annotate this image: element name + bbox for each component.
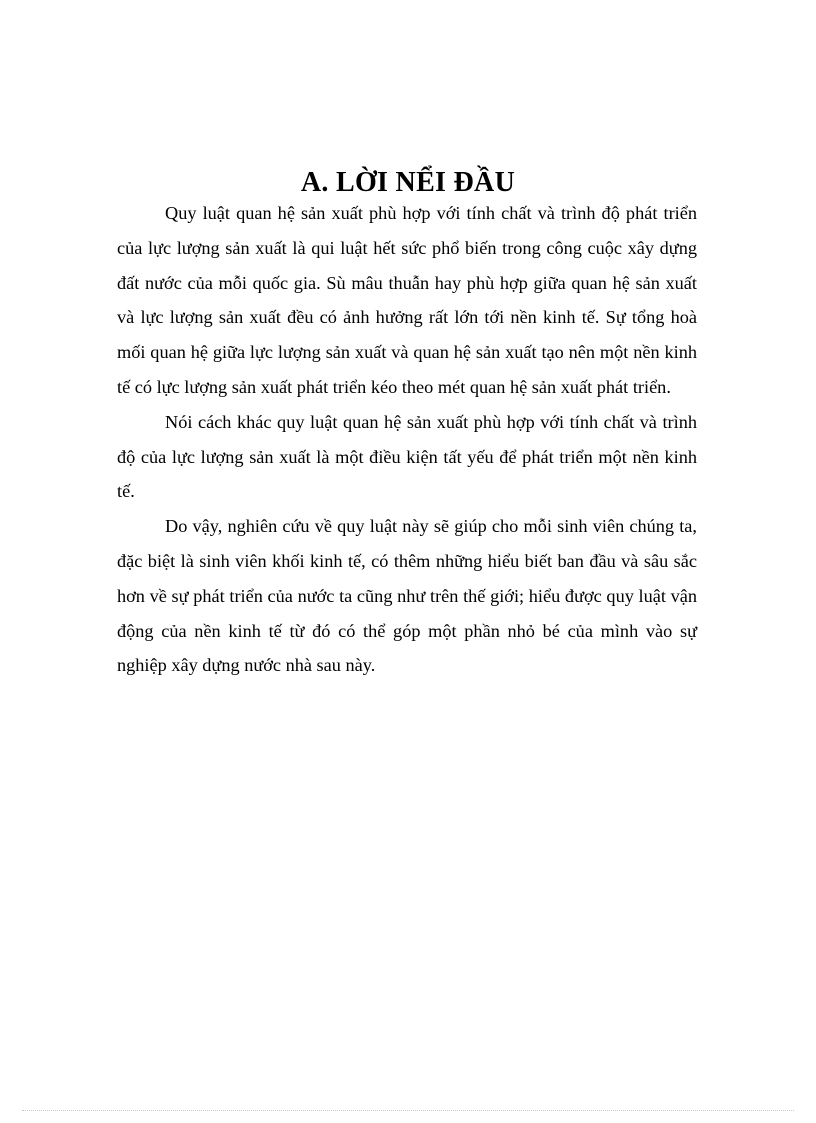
paragraph-1: Quy luật quan hệ sản xuất phù hợp với tính chất và trình độ phát triển của lực lượng sản xuất là qui luật hết sức phổ biến trong công cuộc xây dựng đất nước của mỗi quốc gia. Sù mâu thuẫn hay phù hợp giữa quan hệ sản xuất và lực lượng sản xuất đều có ảnh hưởng rất lớn tới nền kinh tế. Sự tổng hoà mối quan hệ giữa lực lượng sản xuất và quan hệ sản xuất tạo nên một nền kinh tế có lực lượng sản xuất phát triển kéo theo mét quan hệ sản xuất phát triển. bbox=[117, 203, 697, 397]
body-text bbox=[117, 196, 697, 683]
page-bottom-divider bbox=[22, 1110, 794, 1111]
page-title: A. LỜI NỂI ĐẦU bbox=[300, 166, 516, 198]
paragraph-3: Do vậy, nghiên cứu về quy luật này sẽ giúp cho mỗi sinh viên chúng ta, đặc biệt là sinh viên khối kinh tế, có thêm những hiểu biết ban đầu và sâu sắc hơn về sự phát triển của nước ta cũng như trên thế giới; hiểu được quy luật vận động của nền kinh tế từ đó có thể góp một phần nhỏ bé của mình vào sự nghiệp xây dựng nước nhà sau này. bbox=[117, 516, 697, 676]
paragraph-2: Nói cách khác quy luật quan hệ sản xuất phù hợp với tính chất và trình độ của lực lượng sản xuất là một điều kiện tất yếu để phát triển một nền kinh tế. bbox=[117, 411, 697, 502]
